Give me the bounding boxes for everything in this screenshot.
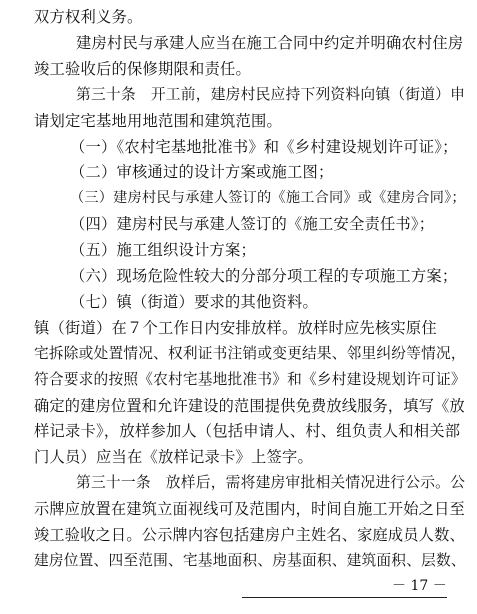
text-line-17: 样记录卡》，放样参加人（包括申请人、村、组负责人和相关部: [34, 422, 461, 441]
text-line-18: 门人员）应当在《放样记录卡》上签字。: [34, 448, 313, 467]
text-line-1: 双方权利义务。: [34, 8, 143, 26]
list-item-5: （五）施工组织设计方案；: [70, 241, 256, 260]
text-line-13: 镇（街道）在７个工作日内安排放样。放样时应先核实原住: [34, 318, 437, 337]
text-line-15: 符合要求的按照《农村宅基地批准书》和《乡村建设规划许可证》: [34, 370, 466, 388]
text-line-16: 确定的建房位置和允许建设的范围提供免费放线服务，填写《放: [34, 396, 465, 415]
list-item-7: （七）镇（街道）要求的其他资料。: [70, 292, 318, 311]
footer-rule: [242, 597, 447, 598]
text-line-22: 建房位置、四至范围、宅基地面积、房基面积、建筑面积、层数、: [34, 551, 466, 569]
list-item-4: （四）建房村民与承建人签订的《施工安全责任书》；: [70, 215, 435, 234]
page-number: － 17 －: [392, 578, 447, 594]
text-line-5: 请划定宅基地用地范围和建筑范围。: [34, 111, 282, 130]
article-31-heading-line: 第三十一条 放样后，需将建房审批相关情况进行公示。公: [76, 474, 466, 492]
text-line-2: 建房村民与承建人应当在施工合同中约定并明确农村住房: [76, 33, 464, 52]
list-item-1: （一）《农村宅基地批准书》和《乡村建设规划许可证》；: [70, 137, 458, 156]
list-item-2: （二）审核通过的设计方案或施工图；: [70, 163, 334, 182]
text-line-20: 示牌应放置在建筑立面视线可及范围内，时间自施工开始之日至: [34, 500, 465, 519]
list-item-6: （六）现场危险性较大的分部分项工程的专项施工方案；: [70, 267, 458, 285]
list-item-3: （三）建房村民与承建人签订的《施工合同》或《建房合同》；: [70, 190, 466, 207]
text-line-14: 宅拆除或处置情况、权利证书注销或变更结果、邻里纠纷等情况，: [34, 344, 466, 362]
text-line-21: 竣工验收之日。公示牌内容包括建房户主姓名、家庭成员人数、: [34, 526, 465, 544]
text-line-3: 竣工验收后的保修期限和责任。: [34, 59, 251, 78]
article-30-heading-line: 第三十条 开工前，建房村民应持下列资料向镇（街道）申: [76, 85, 466, 103]
